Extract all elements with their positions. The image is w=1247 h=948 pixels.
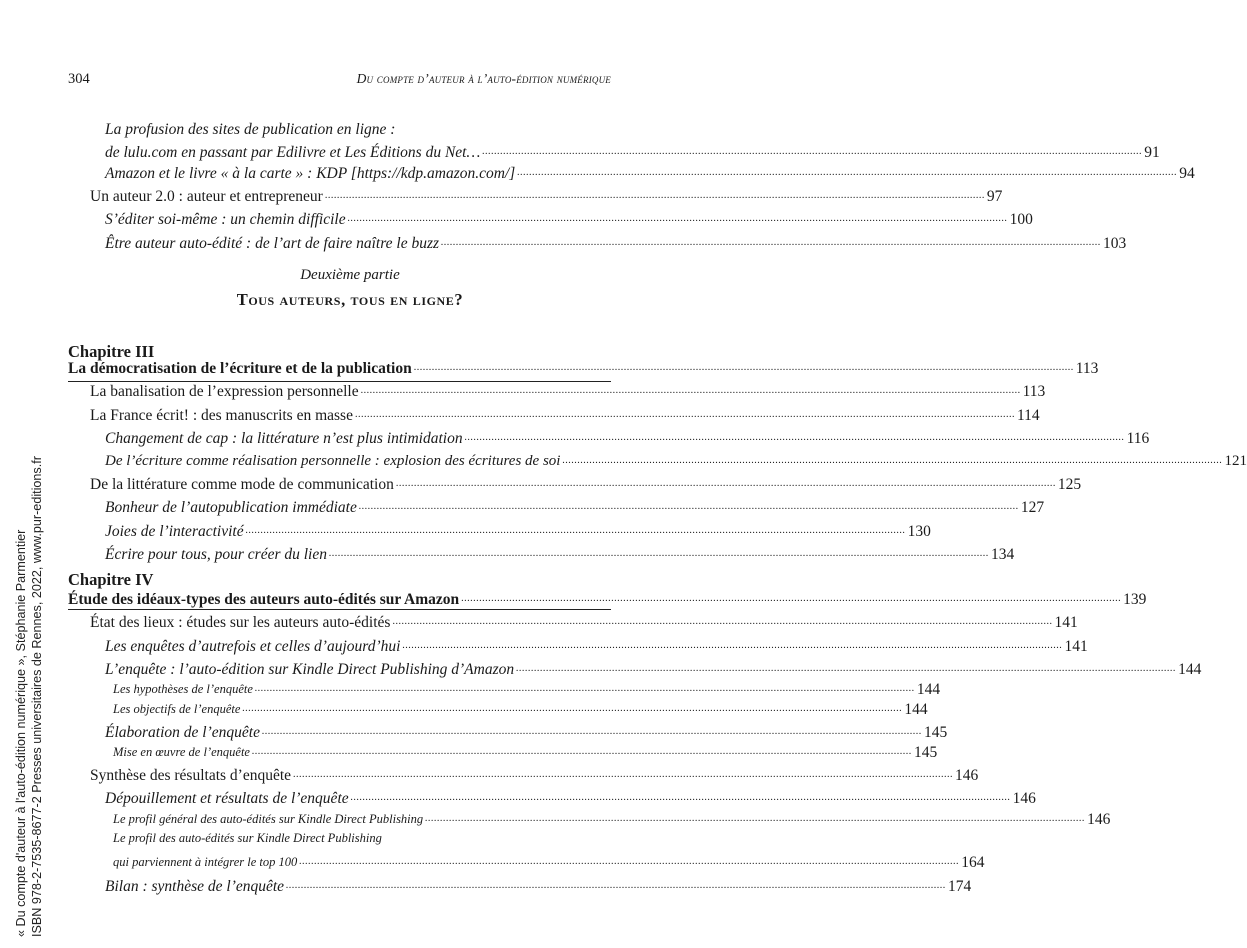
dot-leader: ............................................................................................................................................................................................................................ [254, 682, 915, 694]
toc-entry [68, 785, 1036, 808]
toc-entry-page: 144 [904, 700, 928, 718]
toc-entry [68, 206, 1033, 229]
toc-entry-label: Bonheur de l’autopublication immédiate [105, 499, 357, 517]
toc-entry-page: 174 [948, 877, 972, 895]
toc-entry-page: 141 [1064, 637, 1088, 655]
toc-entry [68, 229, 1127, 252]
toc-chapter-3 [68, 355, 1247, 564]
toc-entry-label: Le profil général des auto-édités sur Kindle Direct Publishing [113, 812, 424, 827]
toc-entry-page: 141 [1054, 614, 1078, 632]
toc-entry-label: La France écrit! : des manuscrits en masse [90, 406, 353, 424]
dot-leader: ............................................................................................................................................................................................................................ [354, 408, 1015, 420]
citation-sidebar [14, 397, 58, 937]
dot-leader: ............................................................................................................................................................................................................................ [293, 769, 954, 781]
toc-entry-page: 113 [1075, 360, 1099, 378]
toc-entry-label: qui parviennent à intégrer le top 100 [113, 855, 298, 870]
toc-entry-page: 114 [1016, 406, 1040, 424]
toc-entry-page: 125 [1057, 476, 1082, 494]
dot-leader: ............................................................................................................................................................................................................................ [562, 454, 1223, 466]
toc-entry [68, 183, 1003, 206]
dot-leader: ............................................................................................................................................................................................................................ [517, 167, 1178, 178]
toc-entry-label: La démocratisation de l’écriture et de la publication [68, 360, 412, 378]
dot-leader: ............................................................................................................................................................................................................................ [242, 702, 903, 714]
chapter-rule [68, 381, 611, 382]
toc-entry [68, 872, 972, 895]
citation-line-1: « Du compte d'auteur à l'auto-édition numérique », Stéphanie Parmentier [14, 529, 28, 937]
toc-entry [68, 401, 1040, 424]
toc-entry [68, 541, 1015, 564]
toc-entry [68, 762, 979, 785]
page-number: 304 [68, 71, 90, 87]
running-title: Du compte d’auteur à l’auto-édition numérique [356, 71, 611, 86]
toc-entry-label: Synthèse des résultats d’enquête [90, 767, 292, 785]
dot-leader: ............................................................................................................................................................................................................................ [324, 190, 985, 202]
dot-leader: ............................................................................................................................................................................................................................ [482, 146, 1143, 157]
toc-entry [68, 517, 931, 540]
dot-leader: ............................................................................................................................................................................................................................ [461, 593, 1122, 605]
toc-entry-label: Élaboration de l’enquête [105, 723, 260, 741]
toc-entry-label: La banalisation de l’expression personnelle [90, 383, 359, 401]
dot-leader: ............................................................................................................................................................................................................................ [261, 725, 922, 737]
toc-entry-page: 94 [1179, 165, 1195, 182]
toc-entry-page: 146 [955, 767, 979, 785]
toc-entry [68, 656, 1202, 679]
dot-leader: ............................................................................................................................................................................................................................ [350, 792, 1011, 804]
toc-entry-page: 113 [1022, 383, 1046, 401]
dot-leader: ............................................................................................................................................................................................................................ [347, 213, 1008, 225]
dot-leader: ............................................................................................................................................................................................................................ [329, 547, 989, 559]
part-title: Tous auteurs, tous en ligne? [236, 290, 464, 309]
dot-leader: ............................................................................................................................................................................................................................ [413, 362, 1074, 374]
toc-entry [68, 586, 1147, 609]
toc-entry-label: Joies de l’interactivité [105, 522, 244, 540]
toc-chapter-4 [68, 586, 1202, 896]
toc-entry-label: Dépouillement et résultats de l’enquête [105, 790, 349, 808]
dot-leader: ............................................................................................................................................................................................................................ [299, 856, 960, 868]
dot-leader: ............................................................................................................................................................................................................................ [286, 879, 947, 891]
toc-entry-page: 144 [916, 680, 941, 698]
toc-entry-label: État des lieux : études sur les auteurs auto-édités [90, 614, 391, 632]
dot-leader: ............................................................................................................................................................................................................................ [358, 501, 1019, 513]
toc-entry-label: S’éditer soi-même : un chemin difficile [105, 211, 346, 229]
toc-entry [68, 808, 1111, 829]
dot-leader: ............................................................................................................................................................................................................................ [251, 745, 912, 757]
toc-entry [68, 355, 1099, 378]
toc-entry-page: 97 [986, 188, 1003, 206]
chapter-heading: Chapitre III [68, 342, 155, 361]
dot-leader: ............................................................................................................................................................................................................................ [392, 616, 1053, 628]
dot-leader: ............................................................................................................................................................................................................................ [360, 385, 1021, 397]
toc-entry [68, 141, 1160, 162]
toc-entry [68, 679, 941, 699]
part-subtitle: Deuxième partie [300, 267, 400, 283]
toc-entry [68, 719, 948, 742]
dot-leader: ............................................................................................................................................................................................................................ [441, 236, 1102, 248]
toc-entry-label: Les enquêtes d’autrefois et celles d’aujourd’hui [105, 637, 401, 655]
toc-entry [68, 699, 928, 719]
toc-entry-label: De l’écriture comme réalisation personnelle : explosion des écritures de soi [105, 452, 561, 469]
toc-entry-page: 139 [1123, 591, 1147, 609]
toc-entry [68, 850, 985, 872]
toc-entry [68, 494, 1045, 517]
toc-entry-page: 144 [1178, 660, 1202, 678]
toc-entry-page: 146 [1012, 790, 1036, 808]
toc-entry-page: 145 [923, 723, 948, 741]
chapter-heading: Chapitre IV [68, 570, 154, 589]
dot-leader: ............................................................................................................................................................................................................................ [402, 639, 1063, 651]
toc-entry-label: De la littérature comme mode de communication [90, 476, 394, 494]
toc-entry [68, 742, 938, 762]
dot-leader: ............................................................................................................................................................................................................................ [425, 813, 1086, 825]
toc-entry-label: Mise en œuvre de l’enquête [113, 744, 250, 759]
toc-entry [68, 448, 1247, 471]
toc-entry-label: Les hypothèses de l’enquête [113, 681, 253, 696]
toc-entry [68, 609, 1078, 632]
toc-entry [68, 471, 1082, 494]
toc-entry-label: Étude des idéaux-types des auteurs auto-édités sur Amazon [68, 591, 460, 609]
toc-entry-page: 164 [961, 854, 985, 872]
toc-entry-label: L’enquête : l’auto-édition sur Kindle Direct Publishing d’Amazon [105, 660, 515, 678]
toc-entry [68, 632, 1088, 655]
toc-entry-first-line: Le profil des auto-édités sur Kindle Direct Publishing [113, 831, 382, 846]
toc-entry-label: Bilan : synthèse de l’enquête [105, 877, 285, 895]
toc-entry-page: 127 [1020, 499, 1045, 517]
toc-entry [68, 425, 1150, 448]
toc-entry-page: 121 [1224, 452, 1247, 469]
dot-leader: ............................................................................................................................................................................................................................ [464, 431, 1125, 443]
toc-entry-page: 103 [1103, 234, 1127, 252]
running-header [68, 71, 611, 91]
toc-entry-label: Les objectifs de l’enquête [113, 701, 241, 716]
toc-entry-label: Changement de cap : la littérature n’est plus intimidation [105, 429, 463, 447]
toc-entry-page: 100 [1009, 211, 1033, 229]
toc-entry-page: 146 [1087, 811, 1111, 829]
toc-entry [68, 162, 1195, 183]
toc-top-section [68, 120, 1195, 253]
toc-entry-label: Amazon et le livre « à la carte » : KDP [https://kdp.amazon.com/] [105, 165, 516, 182]
dot-leader: ............................................................................................................................................................................................................................ [245, 524, 906, 536]
toc-entry-label: Un auteur 2.0 : auteur et entrepreneur [90, 188, 323, 206]
dot-leader: ............................................................................................................................................................................................................................ [395, 478, 1056, 490]
toc-entry-label: Écrire pour tous, pour créer du lien [105, 545, 327, 563]
citation-line-2: ISBN 978-2-7535-8677-2 Presses universitaires de Rennes, 2022, www.pur-editions.fr [29, 456, 44, 937]
toc-entry-page: 130 [907, 522, 931, 540]
toc-entry-page: 134 [991, 545, 1015, 563]
toc-entry-first-line: La profusion des sites de publication en ligne : [105, 121, 396, 138]
chapter-rule [68, 609, 611, 610]
toc-entry-label: de lulu.com en passant par Edilivre et Les Éditions du Net… [105, 144, 481, 161]
dot-leader: ............................................................................................................................................................................................................................ [516, 662, 1177, 674]
toc-entry-label: Être auteur auto-édité : de l’art de faire naître le buzz [105, 234, 440, 252]
toc-entry-page: 91 [1144, 144, 1160, 161]
toc-entry-page: 145 [913, 743, 938, 761]
toc-entry-page: 116 [1126, 429, 1150, 447]
